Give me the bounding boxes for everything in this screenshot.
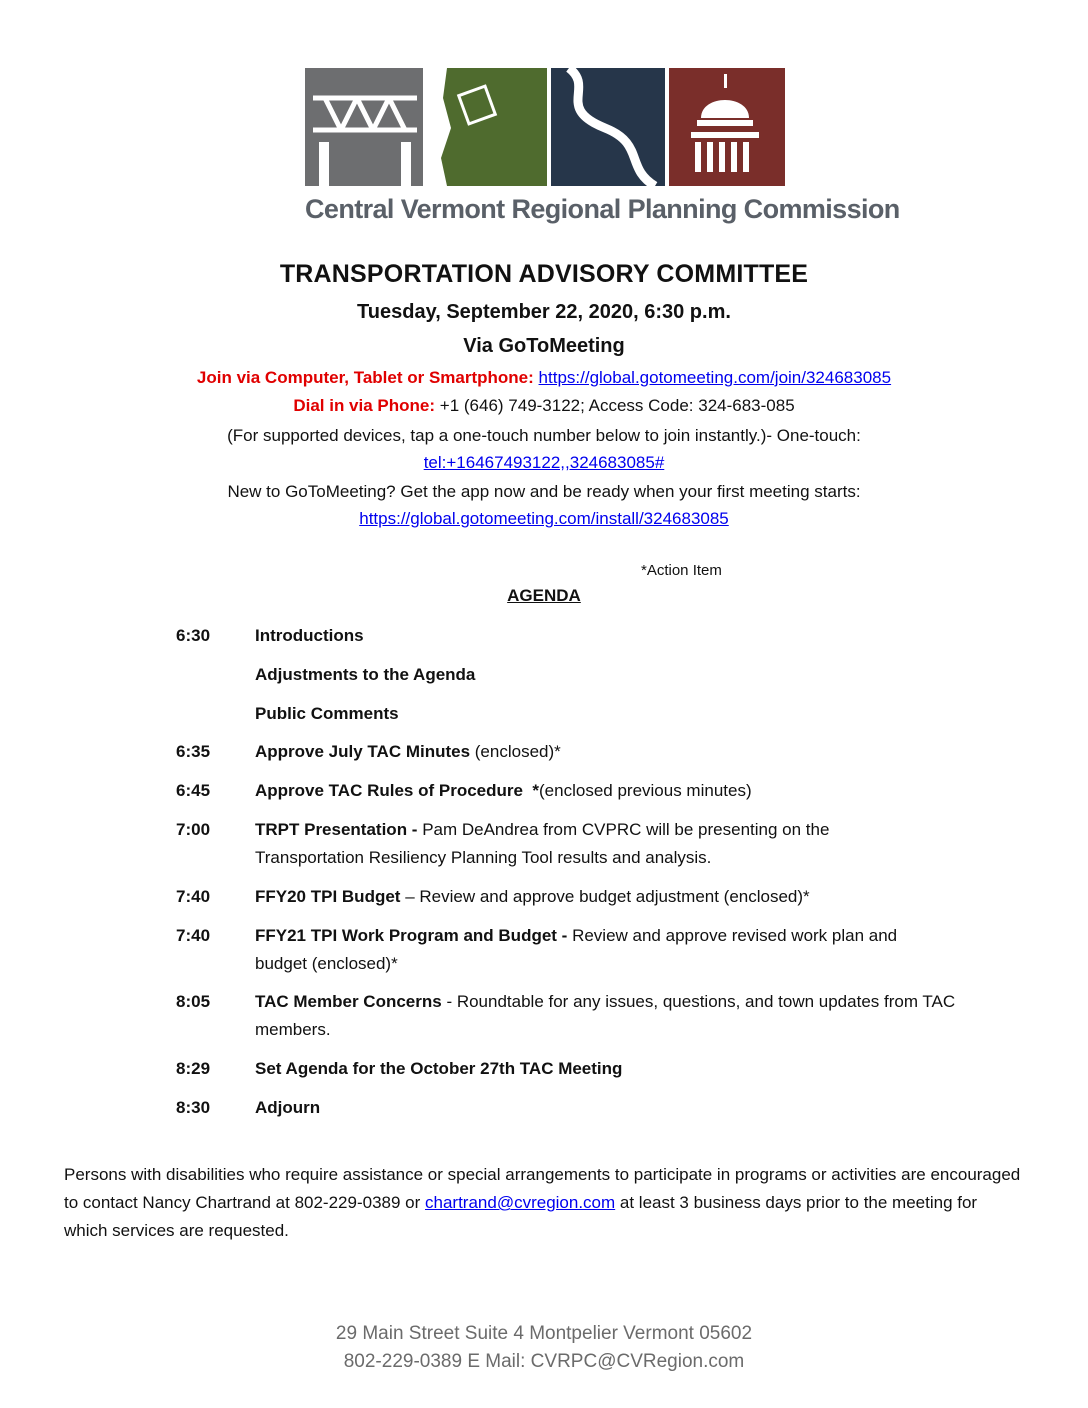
meeting-date: Tuesday, September 22, 2020, 6:30 p.m.	[357, 301, 731, 323]
contact-email-link[interactable]: chartrand@cvregion.com	[425, 1193, 616, 1212]
install-line	[0, 509, 1088, 529]
agenda-heading: AGENDA	[507, 586, 581, 605]
agenda-detail: (enclosed previous minutes)	[539, 781, 752, 800]
dial-phone-line	[0, 396, 1088, 416]
agenda-title: Adjourn	[255, 1098, 321, 1117]
agenda-detail: Review and approve revised work plan and budget (enclosed)*	[255, 926, 898, 973]
footer-address: 29 Main Street Suite 4 Montpelier Vermont 05602	[335, 1323, 753, 1344]
agenda-title: Approve July TAC Minutes	[255, 742, 471, 761]
agenda-time: 8:30	[176, 1098, 211, 1117]
agenda-title: FFY20 TPI Budget	[255, 887, 401, 906]
dial-phone-text: +1 (646) 749-3122; Access Code: 324-683-085	[439, 396, 795, 415]
cvrpc-logo	[305, 68, 900, 232]
meeting-platform: Via GoToMeeting	[463, 335, 625, 357]
action-item-note: *Action Item	[641, 562, 722, 579]
one-touch-text: (For supported devices, tap a one-touch number below to join instantly.)- One-touch:	[227, 426, 861, 445]
agenda-title: TRPT Presentation -	[255, 820, 423, 839]
agenda-time: 8:05	[176, 992, 211, 1011]
accessibility-text-before: Persons with disabilities who require assistance or special arrangements to participate in programs or activities are encouraged to contact Nancy Chartrand at 802-229-0389 or	[64, 1165, 1021, 1212]
agenda-detail: - Roundtable for any issues, questions, and town updates from TAC members.	[255, 992, 956, 1039]
agenda-time: 6:30	[176, 626, 211, 645]
accessibility-text-after: at least 3 business days prior to the meeting for which services are requested.	[64, 1193, 978, 1240]
footer-contact: 802-229-0389 E Mail: CVRPC@CVRegion.com	[343, 1351, 745, 1372]
agenda-title: Approve TAC Rules of Procedure *	[255, 781, 540, 800]
join-computer-line	[0, 368, 1088, 388]
join-computer-label: Join via Computer, Tablet or Smartphone:	[196, 368, 534, 387]
install-link[interactable]: https://global.gotomeeting.com/install/324683085	[359, 509, 729, 528]
agenda-title: Introductions	[255, 626, 364, 645]
agenda-detail: Pam DeAndrea from CVPRC will be presenting on the Transportation Resiliency Planning Tool results and analysis.	[255, 820, 830, 867]
agenda-title: TAC Member Concerns	[255, 992, 442, 1011]
page-title: TRANSPORTATION ADVISORY COMMITTEE	[279, 260, 809, 288]
logo-org-name: Central Vermont Regional Planning Commission	[305, 194, 900, 224]
join-link[interactable]: https://global.gotomeeting.com/join/324683085	[538, 368, 892, 387]
one-touch-link[interactable]: tel:+16467493122,,324683085#	[423, 453, 665, 472]
agenda-time: 7:40	[176, 926, 211, 945]
agenda-time: 6:35	[176, 742, 211, 761]
agenda-time: 7:00	[176, 820, 211, 839]
dial-phone-label: Dial in via Phone:	[293, 396, 436, 415]
agenda-detail: (enclosed)*	[470, 742, 561, 761]
one-touch-line	[0, 453, 1088, 473]
agenda-title: FFY21 TPI Work Program and Budget -	[255, 926, 573, 945]
agenda-title: Adjustments to the Agenda	[255, 665, 476, 684]
accessibility-note	[64, 1161, 1024, 1245]
agenda-detail: – Review and approve budget adjustment (enclosed)*	[400, 887, 810, 906]
agenda-title: Set Agenda for the October 27th TAC Meeting	[255, 1059, 623, 1078]
agenda-time: 6:45	[176, 781, 211, 800]
agenda-title: Public Comments	[255, 704, 399, 723]
agenda-time: 7:40	[176, 887, 211, 906]
agenda-time: 8:29	[176, 1059, 211, 1078]
new-user-text: New to GoToMeeting? Get the app now and be ready when your first meeting starts:	[227, 482, 861, 501]
logo-graphic	[305, 68, 785, 192]
